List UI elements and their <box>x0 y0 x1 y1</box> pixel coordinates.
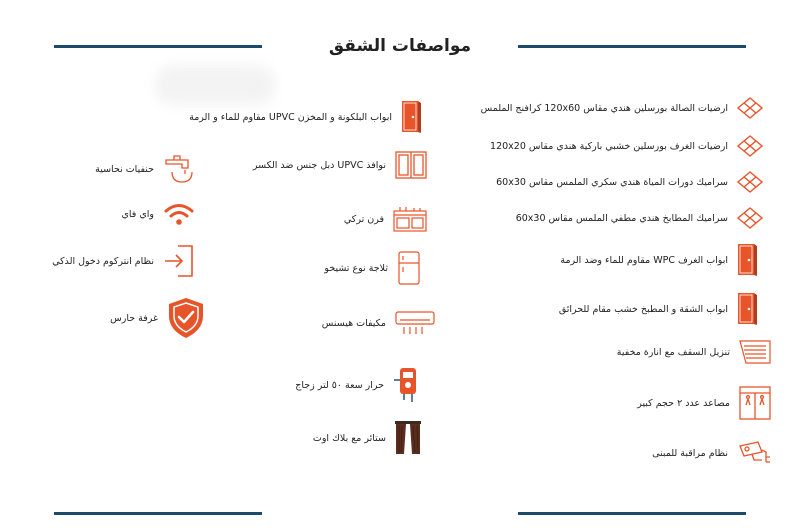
feature-label: ثلاجة نوع تشيخو <box>324 262 388 274</box>
feature-kitchen-ceramic <box>516 206 764 230</box>
feature-label: حرار سعة ٥٠ لتر زجاج <box>295 379 384 391</box>
fridge-icon <box>396 250 422 286</box>
feature-guard-room <box>110 296 206 340</box>
curtains-icon <box>394 420 422 456</box>
page-title: مواصفات الشقق <box>328 36 472 56</box>
door-icon <box>400 100 422 134</box>
feature-label: نظام انتركوم دخول الذكي <box>52 255 154 267</box>
feature-label: ستائر مع بلاك اوت <box>312 432 386 444</box>
feature-label: ارضيات الصالة بورسلين هندي مقاس 120x60 كرافنج الملمس <box>480 102 728 114</box>
feature-wifi <box>121 200 196 228</box>
feature-label: ابواب الغرف WPC مقاوم للماء وضد الرمة <box>560 254 728 266</box>
tile-diamond-icon <box>736 96 764 120</box>
elevator-icon <box>738 385 772 421</box>
shield-check-icon <box>166 296 206 340</box>
feature-label: حنفيات نحاسية <box>95 163 154 175</box>
door-icon <box>736 243 758 277</box>
tile-diamond-icon <box>736 134 764 158</box>
feature-faucets <box>95 152 196 186</box>
login-icon <box>162 243 196 279</box>
tile-diamond-icon <box>736 170 764 194</box>
feature-fridge <box>324 250 422 286</box>
feature-label: ابواب البلكونة و المخزن UPVC مقاوم للماء و الرمة <box>189 111 392 123</box>
feature-label: تنزيل السقف مع انارة مخفية <box>616 346 730 358</box>
tile-diamond-icon <box>736 206 764 230</box>
feature-room-doors <box>560 243 758 277</box>
feature-rooms-floor <box>490 134 764 158</box>
feature-label: فرن تركي <box>343 213 384 225</box>
feature-apartment-doors <box>559 292 758 326</box>
feature-curtains <box>313 420 422 456</box>
feature-water-heater <box>295 366 422 404</box>
blurred-region <box>155 65 275 105</box>
feature-label: ابواب الشقة و المطبخ خشب مقام للحرائق <box>558 303 728 315</box>
feature-intercom <box>52 243 196 279</box>
feature-surveillance <box>652 440 772 466</box>
feature-ceiling <box>617 338 772 366</box>
cctv-camera-icon <box>736 440 772 466</box>
feature-elevators <box>637 385 772 421</box>
feature-label: مكيفات هيسنس <box>321 317 386 329</box>
feature-label: واي فاي <box>121 208 154 220</box>
feature-balcony-doors <box>189 100 422 134</box>
feature-bathroom-ceramic <box>496 170 764 194</box>
feature-label: سراميك دورات المياة هندي سكري الملمس مقاس 60x30 <box>496 176 728 188</box>
feature-label: سراميك المطابخ هندي مطفي الملمس مقاس 60x30 <box>515 212 728 224</box>
wifi-icon <box>162 200 196 228</box>
feature-air-conditioners <box>322 310 436 336</box>
door-icon <box>736 292 758 326</box>
ceiling-icon <box>738 338 772 366</box>
window-icon <box>394 150 428 180</box>
faucet-icon <box>162 152 196 186</box>
feature-label: نظام مراقبة للمبنى <box>652 447 728 459</box>
feature-label: نوافذ UPVC دبل جنس ضد الكسر <box>252 159 386 171</box>
bottom-left-line <box>54 512 262 515</box>
feature-windows <box>253 150 428 180</box>
feature-label: غرفة حارس <box>110 312 158 324</box>
bottom-right-line <box>518 512 746 515</box>
feature-label: مصاعد عدد ٢ حجم كبير <box>637 397 730 409</box>
feature-label: ارضيات الغرف بورسلين خشبي باركية هندي مقاس 120x20 <box>490 140 728 152</box>
feature-living-floor <box>481 96 764 120</box>
feature-oven <box>344 205 428 233</box>
air-conditioner-icon <box>394 310 436 336</box>
water-heater-icon <box>392 366 422 404</box>
oven-icon <box>392 205 428 233</box>
